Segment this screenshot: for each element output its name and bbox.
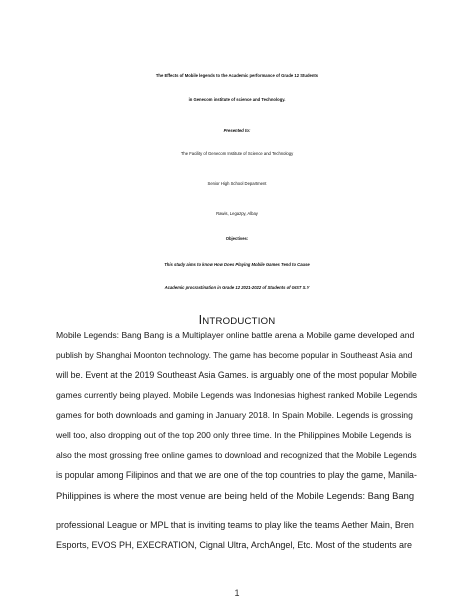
introduction-heading-rest: NTRODUCTION xyxy=(202,316,276,327)
title-line-1: The Effects of Mobile legends to the Academic performance of Grade 12 Students xyxy=(155,73,319,78)
paragraph-line: well too, also dropping out of the top 200 only three time. In the Philippines Mobile Legends is xyxy=(56,430,412,440)
introduction-heading-cap: I xyxy=(198,313,203,327)
facility-line-3: Rawis, Legazpy, Albay xyxy=(216,211,258,216)
facility-line-1: The Facility of Genecom Institute of Science and Technology xyxy=(180,151,294,156)
paragraph-line: is popular among Filipinos and that we are one of the top countries to play the game, Manila- xyxy=(56,470,417,480)
introduction-heading xyxy=(0,313,474,327)
objective-line-2: Academic procrastination in Grade 12 2021-2022 of Students of GIST S.Y xyxy=(164,285,310,290)
paragraph-line: professional League or MPL that is inviting teams to play like the teams Aether Main, Bren xyxy=(56,520,414,530)
paragraph-line: also the most grossing free online games to download and recognized that the Mobile Legends xyxy=(56,450,417,460)
objectives-label: Objectives: xyxy=(225,236,249,241)
paragraph-line: games for both downloads and gaming in January 2018. In Spain Mobile. Legends is grossing xyxy=(56,410,413,420)
paragraph-line: will be. Event at the 2019 Southeast Asia Games. is arguably one of the most popular Mobile xyxy=(56,370,417,380)
paragraph-line: Esports, EVOS PH, EXECRATION, Cignal Ultra, ArchAngel, Etc. Most of the students are xyxy=(56,540,412,550)
presented-to-label: Presented to: xyxy=(223,128,251,133)
paragraph-line: publish by Shanghai Moonton technology. The game has become popular in Southeast Asia and xyxy=(56,350,413,360)
paragraph-line: games currently being played. Mobile Legends was Indonesias highest ranked Mobile Legends xyxy=(56,390,418,400)
paragraph-line: Philippines is where the most venue are being held of the Mobile Legends: Bang Bang xyxy=(56,490,415,501)
facility-line-2: Senior High School Department xyxy=(207,181,267,186)
paragraph-line: Mobile Legends: Bang Bang is a Multiplayer online battle arena a Mobile game developed and xyxy=(56,330,415,340)
page-number: 1 xyxy=(234,588,240,598)
objective-line-1: This study aims to know How Does Playing Mobile Games Tend to Cause xyxy=(164,262,310,267)
title-line-2: in Genecom institute of science and Technology. xyxy=(188,97,286,102)
